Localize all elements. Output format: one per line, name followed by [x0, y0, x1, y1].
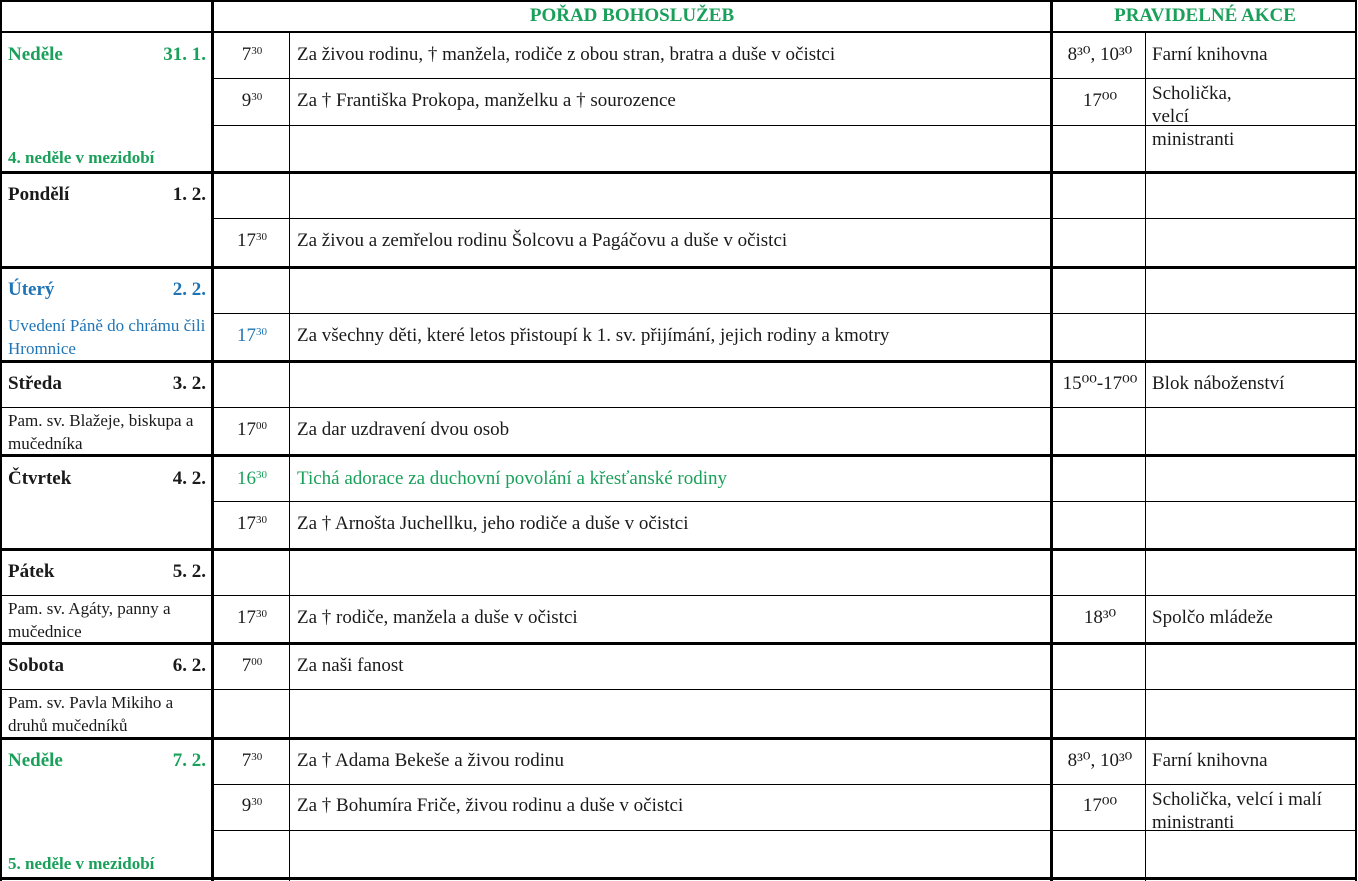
row-divider	[0, 595, 1357, 596]
day-name: Sobota	[8, 655, 64, 676]
day-divider	[0, 171, 1357, 174]
day-name: Čtvrtek	[8, 468, 72, 489]
mass-intention: Za živou a zemřelou rodinu Šolcovu a Pagáčovu a duše v očistci	[297, 230, 788, 251]
day-name: Pátek	[8, 561, 55, 582]
mass-time: $17^{30}$	[237, 325, 267, 346]
day-date: 1. 2.	[172, 184, 206, 205]
mass-time: $17^{30}$	[237, 513, 267, 534]
event-name: Farní knihovna	[1152, 44, 1268, 65]
row-divider	[0, 689, 1357, 690]
mass-intention: Za naši fanost	[297, 655, 404, 676]
table-border	[1355, 0, 1357, 881]
mass-time: $9^{30}$	[241, 795, 263, 816]
day-date: 5. 2.	[172, 561, 206, 582]
activities-header: PRAVIDELNÉ AKCE	[1114, 5, 1296, 26]
day-name: Neděle	[8, 750, 63, 771]
day-note: 5. neděle v mezidobí	[8, 854, 155, 873]
mass-time: $16^{30}$	[237, 468, 267, 489]
day-divider	[0, 737, 1357, 740]
day-date: 6. 2.	[172, 655, 206, 676]
day-divider	[0, 266, 1357, 269]
mass-intention: Za dar uzdravení dvou osob	[297, 419, 510, 440]
adoration-text: Tichá adorace za duchovní povolání a křesťanské rodiny	[297, 468, 728, 489]
day-note: Pam. sv. Agáty, panny a mučednice	[8, 599, 171, 641]
event-name: Scholička, velcí i malí ministranti	[1152, 789, 1322, 833]
mass-intention: Za všechny děti, které letos přistoupí k 1. sv. přijímání, jejich rodiny a kmotry	[297, 325, 890, 346]
day-date: 3. 2.	[172, 373, 206, 394]
day-date: 31. 1.	[163, 44, 206, 65]
day-date: 7. 2.	[172, 750, 206, 771]
day-note: Uvedení Páně do chrámu čili Hromnice	[8, 316, 206, 358]
event-time: 17⁰⁰	[1082, 795, 1118, 816]
row-divider	[0, 407, 1357, 408]
row-divider	[212, 78, 1357, 79]
mass-time: $7^{30}$	[241, 750, 263, 771]
event-time: 8³⁰, 10³⁰	[1067, 750, 1133, 771]
event-time: 8³⁰, 10³⁰	[1067, 44, 1133, 65]
table-border	[0, 0, 1357, 2]
mass-intention: Za † Arnošta Juchellku, jeho rodiče a duše v očistci	[297, 513, 689, 534]
mass-intention: Za † Adama Bekeše a živou rodinu	[297, 750, 564, 771]
event-name: Blok náboženství	[1152, 373, 1285, 394]
table-border	[0, 0, 2, 881]
day-divider	[0, 548, 1357, 551]
mass-intention: Za † rodiče, manžela a duše v očistci	[297, 607, 578, 628]
row-divider	[212, 501, 1357, 502]
mass-time: $17^{30}$	[237, 607, 267, 628]
mass-time: $9^{30}$	[241, 90, 263, 111]
day-note: Pam. sv. Pavla Mikiho a druhů mučedníků	[8, 693, 174, 735]
services-header: POŘAD BOHOSLUŽEB	[529, 5, 735, 26]
day-note: Pam. sv. Blažeje, biskupa a mučedníka	[8, 411, 194, 453]
day-divider	[0, 360, 1357, 363]
header-divider	[0, 31, 1357, 33]
mass-time: $17^{00}$	[237, 419, 267, 440]
day-name: Pondělí	[8, 184, 70, 205]
row-divider	[212, 784, 1357, 785]
event-name: Scholička, velcí ministranti	[1152, 83, 1235, 150]
mass-time: $7^{00}$	[241, 655, 263, 676]
day-name: Středa	[8, 373, 62, 394]
row-divider	[212, 313, 1357, 314]
event-time: 18³⁰	[1083, 607, 1117, 628]
day-date: 2. 2.	[172, 279, 206, 300]
mass-intention: Za † Bohumíra Friče, živou rodinu a duše v očistci	[297, 795, 684, 816]
event-name: Spolčo mládeže	[1152, 607, 1273, 628]
event-time: 17⁰⁰	[1082, 90, 1118, 111]
day-name: Úterý	[8, 279, 55, 300]
mass-time: $17^{30}$	[237, 230, 267, 251]
day-note: 4. neděle v mezidobí	[8, 148, 155, 167]
column-divider	[1050, 0, 1053, 881]
day-date: 4. 2.	[172, 468, 206, 489]
event-time: 15⁰⁰-17⁰⁰	[1062, 373, 1138, 394]
mass-intention: Za živou rodinu, † manžela, rodiče z obou stran, bratra a duše v očistci	[297, 44, 836, 65]
row-divider	[212, 218, 1357, 219]
mass-intention: Za † Františka Prokopa, manželku a † sourozence	[297, 90, 676, 111]
mass-time: $7^{30}$	[241, 44, 263, 65]
day-name: Neděle	[8, 44, 63, 65]
table-border	[0, 877, 1357, 880]
event-name: Farní knihovna	[1152, 750, 1268, 771]
